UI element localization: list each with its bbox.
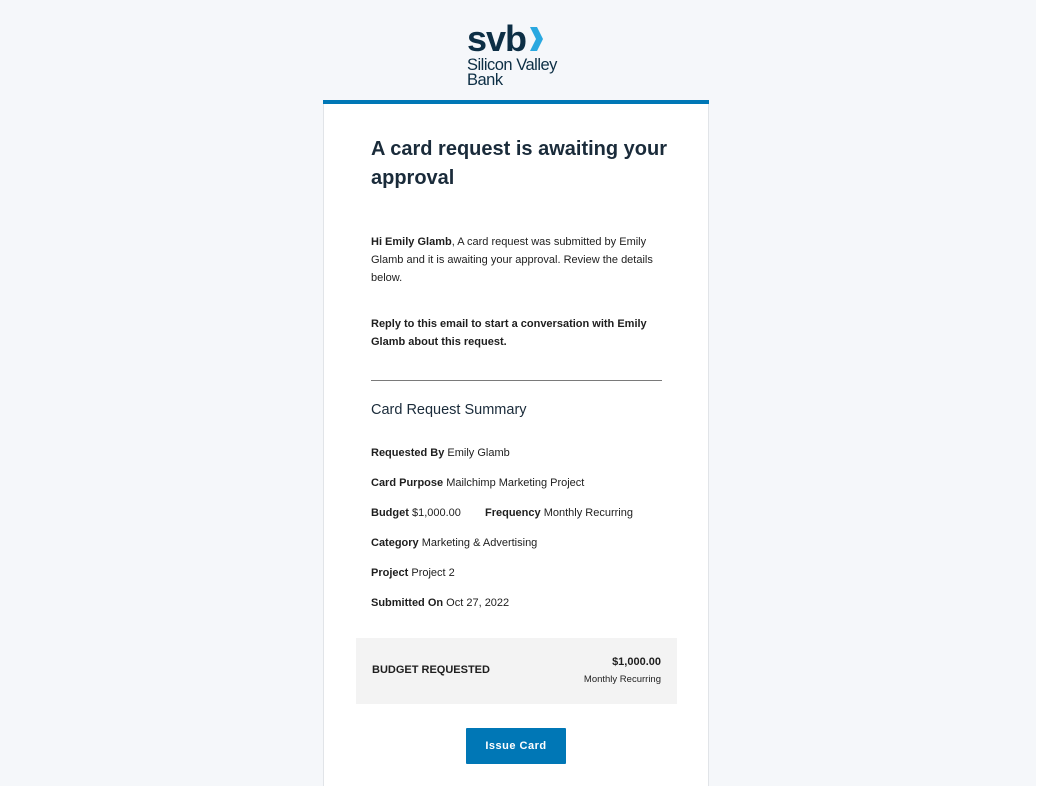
- budget-requested-label: BUDGET REQUESTED: [372, 664, 490, 676]
- detail-value: Emily Glamb: [447, 447, 510, 459]
- page-edge: [1036, 0, 1045, 786]
- divider: [371, 380, 662, 381]
- detail-budget: [371, 507, 461, 519]
- email-heading: A card request is awaiting your approval: [371, 138, 668, 189]
- detail-frequency: [485, 507, 633, 519]
- detail-label: Category: [371, 537, 419, 549]
- logo-name-line1: Silicon Valley: [467, 56, 557, 74]
- detail-requested-by: [371, 447, 510, 459]
- detail-value: Oct 27, 2022: [446, 597, 510, 609]
- detail-value: Marketing & Advertising: [421, 537, 538, 549]
- issue-card-button[interactable]: Issue Card: [466, 728, 566, 764]
- detail-card-purpose: [371, 477, 584, 489]
- accent-bar: [323, 100, 709, 104]
- budget-requested-frequency: Monthly Recurring: [583, 674, 661, 685]
- svb-logo: [467, 20, 577, 92]
- detail-value: Project 2: [411, 567, 455, 579]
- detail-label: Frequency: [485, 507, 541, 519]
- greeting-body: , A card request was submitted by Emily Glamb and it is awaiting your approval. Review the details below.: [371, 236, 653, 284]
- greeting-paragraph: [371, 233, 666, 287]
- detail-value: Mailchimp Marketing Project: [446, 477, 585, 489]
- detail-label: Requested By: [371, 447, 445, 459]
- detail-submitted-on: [371, 597, 509, 609]
- greeting-name: Hi Emily Glamb: [371, 236, 452, 248]
- budget-requested-box: [356, 638, 677, 704]
- logo-name-line2: Bank: [467, 71, 503, 89]
- email-card: [323, 100, 709, 786]
- detail-label: Submitted On: [371, 597, 444, 609]
- detail-value: $1,000.00: [411, 507, 461, 519]
- detail-label: Card Purpose: [371, 477, 444, 489]
- budget-requested-amount: $1,000.00: [612, 656, 661, 668]
- reply-instruction: Reply to this email to start a conversation with Emily Glamb about this request.: [371, 318, 647, 348]
- detail-category: [371, 537, 537, 549]
- email-header: [0, 0, 1036, 100]
- detail-value: Monthly Recurring: [543, 507, 633, 519]
- detail-label: Project: [371, 567, 409, 579]
- detail-project: [371, 567, 455, 579]
- summary-title: Card Request Summary: [371, 402, 527, 418]
- logo-mark: svb: [467, 18, 527, 59]
- detail-label: Budget: [371, 507, 409, 519]
- chevron-right-icon: [528, 25, 544, 53]
